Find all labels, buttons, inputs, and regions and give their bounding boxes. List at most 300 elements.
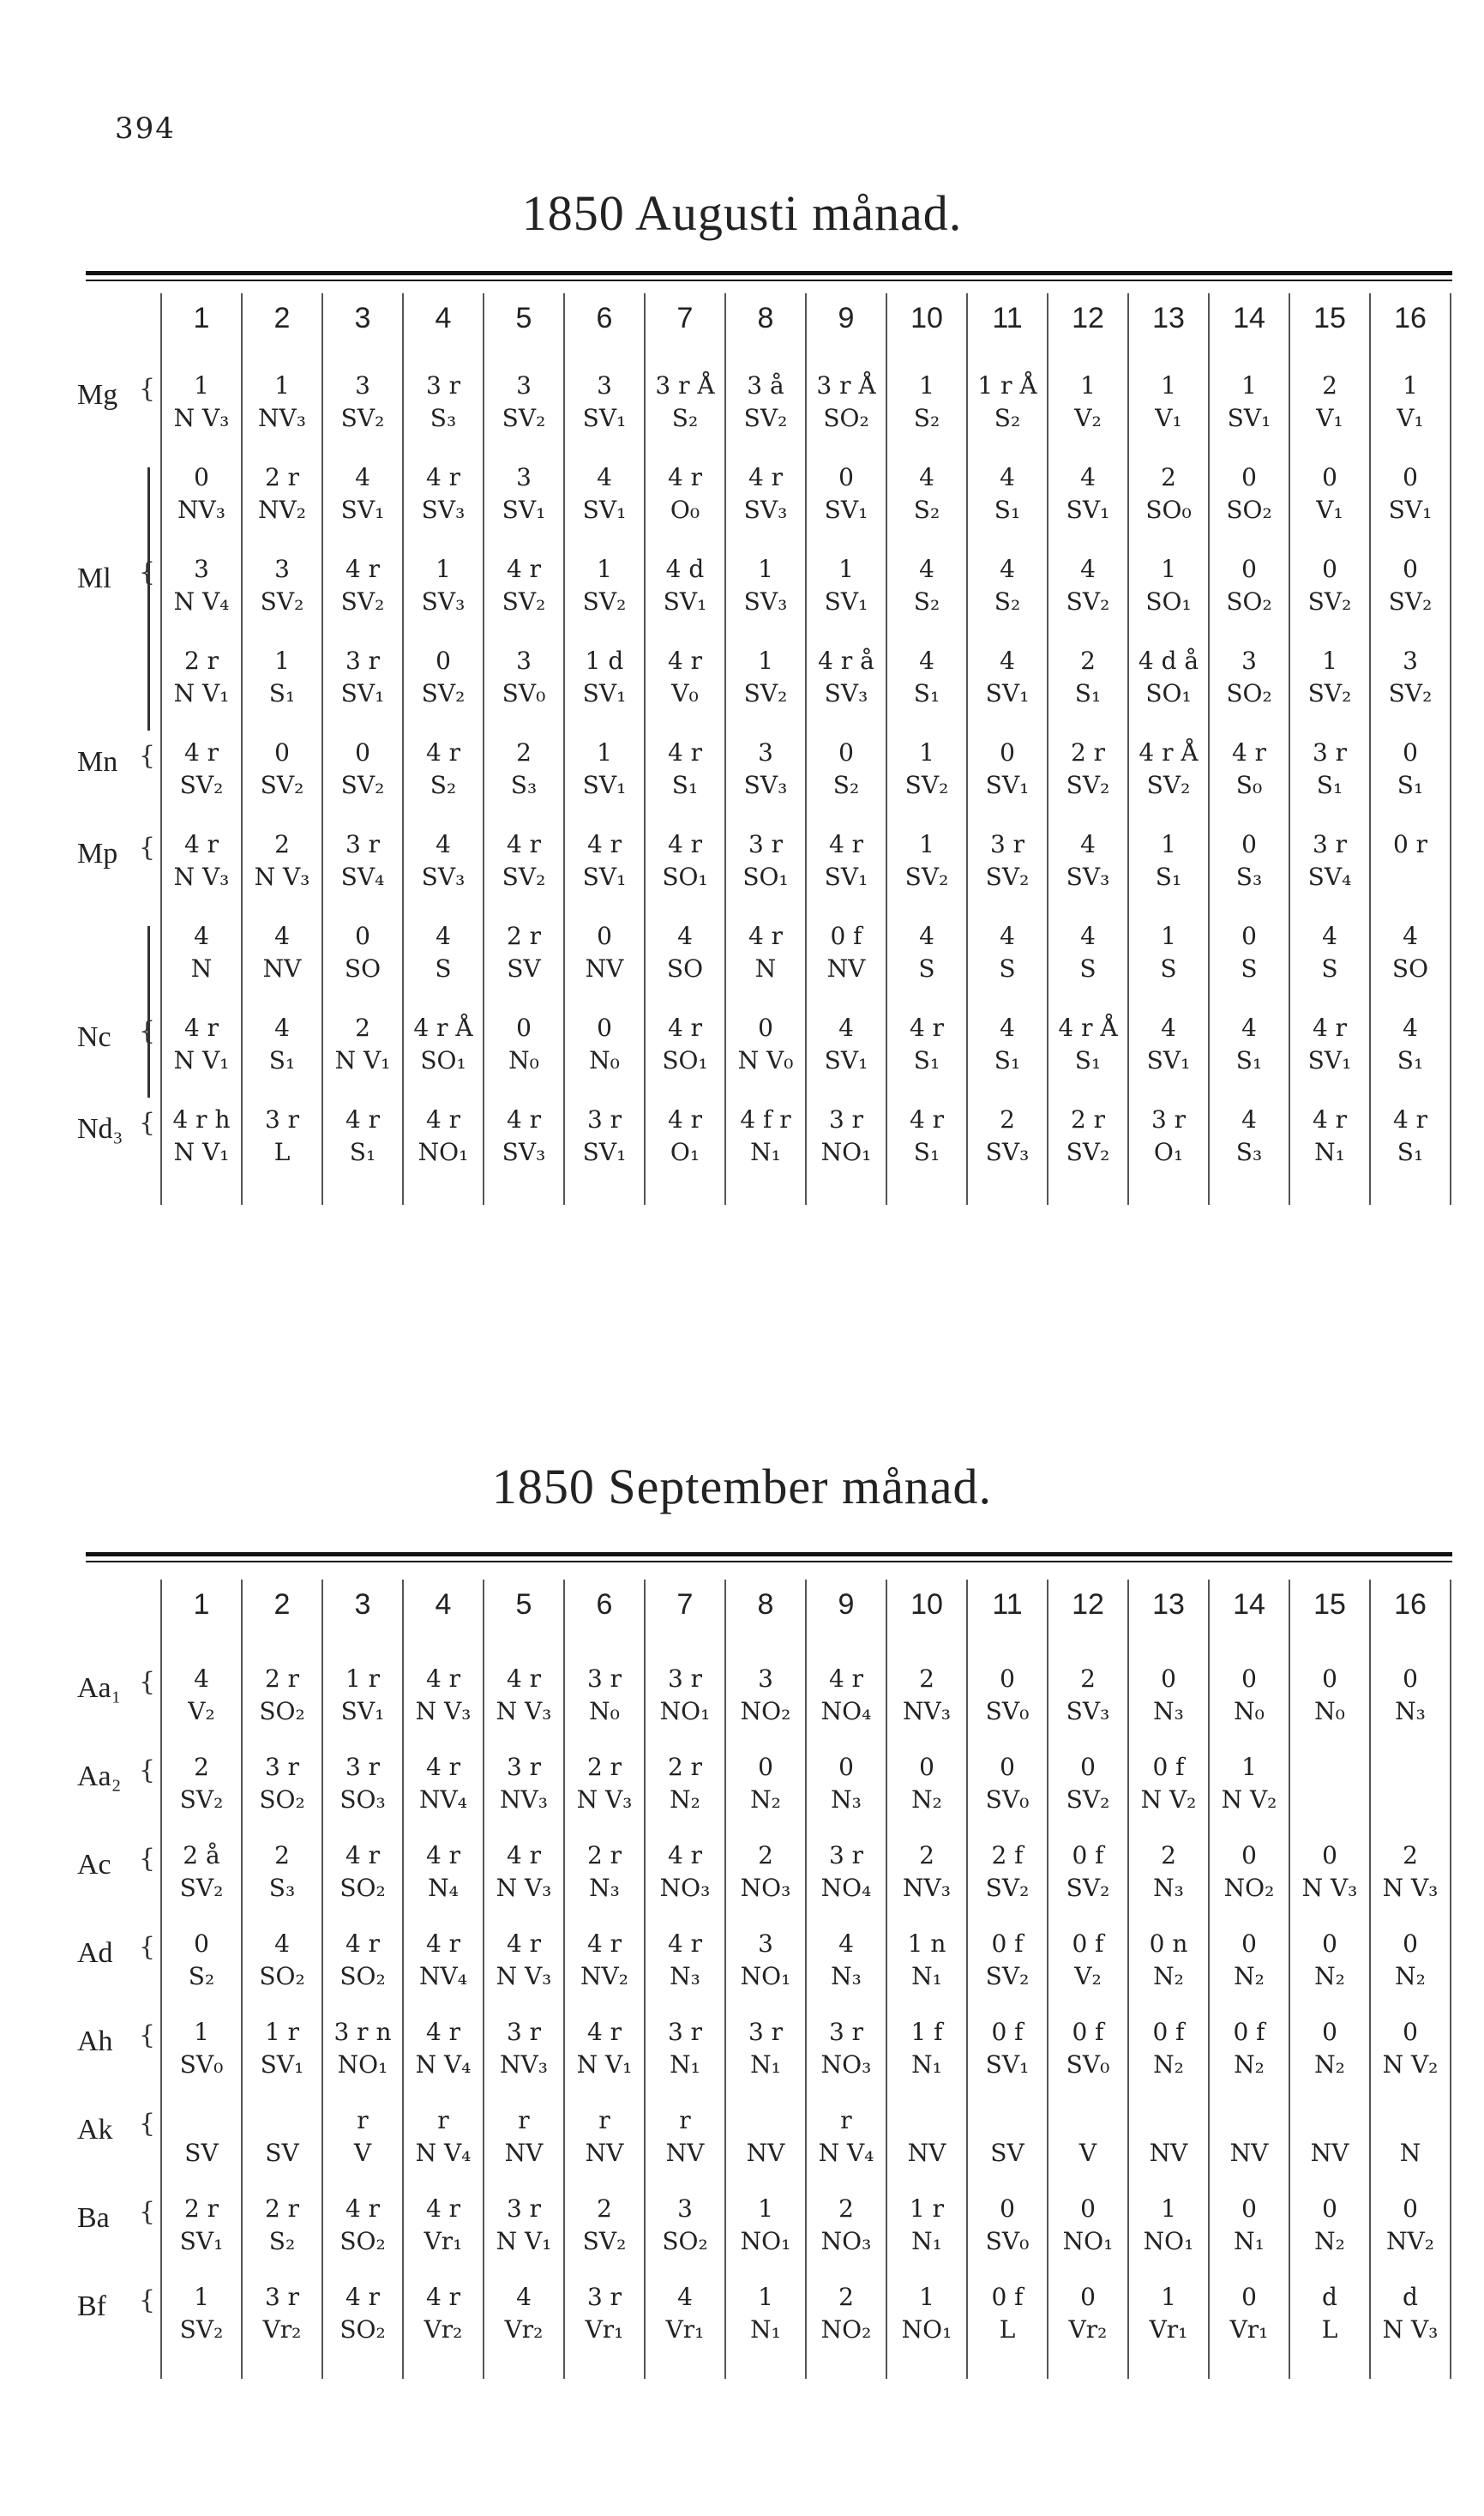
cell-bottom-value: N: [1399, 2139, 1421, 2167]
cell-bottom-value: SV₁: [985, 771, 1030, 799]
table-cell: [1128, 1105, 1209, 1170]
cell-bottom-value: NV: [746, 2139, 785, 2167]
table-cell: [161, 1840, 242, 1905]
cell-top-value: 1 r: [909, 2194, 945, 2223]
cell-bottom-value: NO₂: [1223, 1874, 1275, 1902]
table-cell: [1370, 1752, 1451, 1817]
table-cell: [1209, 2194, 1289, 2259]
table-cell: [564, 1013, 645, 1078]
table-cell: [806, 646, 886, 711]
table-cell: [484, 1664, 564, 1729]
column-header: 15: [1313, 1588, 1346, 1621]
table-cell: [725, 737, 806, 803]
cell-bottom-value: SV₂: [340, 404, 385, 432]
cell-top-value: 0: [194, 1929, 209, 1958]
cell-top-value: 0: [758, 1014, 773, 1042]
row-label: Mp: [77, 838, 118, 870]
column-header: 16: [1394, 302, 1427, 334]
table-cell: [564, 1929, 645, 1994]
table-cell: [564, 2105, 645, 2170]
cell-bottom-value: S₁: [268, 1046, 296, 1074]
cell-top-value: 2: [1080, 1664, 1096, 1693]
cell-top-value: 4 r: [748, 922, 784, 950]
cell-top-value: 3 r: [1312, 738, 1348, 767]
cell-top-value: 0 f: [1152, 1753, 1185, 1781]
cell-bottom-value: SV₀: [985, 2227, 1030, 2255]
cell-top-value: r: [357, 2106, 369, 2134]
cell-bottom-value: N₂: [1395, 1962, 1426, 1990]
table-cell: [1048, 737, 1128, 803]
table-cell: [1370, 1013, 1451, 1078]
cell-bottom-value: SV₂: [340, 771, 385, 799]
table-cell: [484, 2105, 564, 2170]
table-cell: [1209, 2282, 1289, 2347]
cell-bottom-value: SO₁: [662, 863, 708, 891]
cell-top-value: 0: [1241, 1664, 1257, 1693]
cell-bottom-value: SV₃: [824, 679, 868, 707]
column-header: 8: [757, 302, 774, 334]
table-cell: [886, 1013, 967, 1078]
cell-bottom-value: SV₂: [1066, 1874, 1110, 1902]
cell-top-value: 4 r: [506, 555, 542, 583]
cell-top-value: 4 r: [506, 1664, 542, 1693]
cell-top-value: [1128, 2105, 1209, 2138]
cell-top-value: 4 r: [425, 1841, 461, 1869]
cell-bottom-value: NV₃: [258, 404, 306, 432]
cell-bottom-value: SO₂: [259, 1697, 305, 1725]
cell-top-value: 2 r: [183, 2194, 219, 2223]
cell-bottom-value: O₁: [1153, 1138, 1184, 1166]
table-cell: [967, 829, 1048, 894]
table-cell: [564, 646, 645, 711]
table-cell: [564, 829, 645, 894]
column-header: 14: [1233, 1588, 1265, 1621]
cell-top-value: 0: [1080, 1753, 1096, 1781]
cell-bottom-value: N V₂: [1221, 1785, 1277, 1814]
table-cell: [645, 646, 725, 711]
cell-bottom-value: N₁: [1314, 1138, 1345, 1166]
row-label: Ac: [77, 1849, 111, 1881]
cell-bottom-value: N V₀: [737, 1046, 794, 1074]
cell-bottom-value: SO₂: [339, 1962, 386, 1990]
cell-top-value: [1289, 2105, 1370, 2138]
table-cell: [161, 737, 242, 803]
table-cell: [1048, 1929, 1128, 1994]
september-top-rule-thin: [86, 1561, 1452, 1562]
cell-bottom-value: SV₂: [743, 679, 788, 707]
table-cell: [242, 829, 322, 894]
cell-top-value: 0 f: [991, 2283, 1024, 2311]
cell-bottom-value: S₁: [1316, 771, 1343, 799]
cell-top-value: 2: [838, 2194, 854, 2223]
cell-bottom-value: N: [190, 954, 213, 983]
table-cell: [1370, 646, 1451, 711]
table-cell: [806, 554, 886, 619]
table-cell: [725, 1013, 806, 1078]
cell-top-value: 4 r: [667, 738, 703, 767]
row-label: Aa₂: [77, 1761, 122, 1792]
cell-bottom-value: SV₂: [421, 679, 466, 707]
table-cell: [242, 1929, 322, 1994]
cell-bottom-value: S: [1241, 954, 1258, 983]
cell-bottom-value: SV₁: [340, 1697, 385, 1725]
cell-bottom-value: SO₂: [823, 404, 869, 432]
column-header: 5: [515, 302, 532, 334]
cell-bottom-value: SV₂: [985, 1962, 1030, 1990]
table-cell: [484, 462, 564, 527]
table-cell: [1289, 370, 1370, 436]
table-cell: [725, 370, 806, 436]
cell-bottom-value: SO₂: [339, 1874, 386, 1902]
cell-bottom-value: N₂: [1153, 2050, 1184, 2079]
table-cell: [403, 2105, 484, 2170]
cell-bottom-value: NO₁: [418, 1138, 469, 1166]
cell-top-value: 4 r: [425, 463, 461, 491]
cell-top-value: 1: [758, 2283, 773, 2311]
cell-top-value: 4 r: [1312, 1105, 1348, 1134]
cell-bottom-value: S₁: [1074, 1046, 1102, 1074]
cell-top-value: 0: [1322, 555, 1337, 583]
cell-bottom-value: S: [1160, 954, 1177, 983]
cell-bottom-value: N V₄: [173, 587, 230, 616]
table-cell: [564, 737, 645, 803]
table-cell: [242, 1840, 322, 1905]
brace-icon: {: [139, 2197, 156, 2227]
cell-bottom-value: S₂: [671, 404, 699, 432]
table-cell: [1048, 2282, 1128, 2347]
cell-top-value: 4 r: [183, 830, 219, 858]
table-cell: [1289, 1013, 1370, 1078]
table-cell: [1048, 646, 1128, 711]
table-cell: [161, 646, 242, 711]
table-cell: [645, 921, 725, 986]
table-cell: [886, 1840, 967, 1905]
cell-bottom-value: N₁: [1234, 2227, 1265, 2255]
table-cell: [161, 370, 242, 436]
table-cell: [484, 2282, 564, 2347]
cell-top-value: [1289, 1752, 1370, 1785]
table-cell: [967, 370, 1048, 436]
table-cell: [1209, 1840, 1289, 1905]
cell-top-value: 4: [1241, 1105, 1257, 1134]
cell-bottom-value: N V₃: [496, 1874, 552, 1902]
cell-bottom-value: NV₃: [177, 496, 225, 524]
column-header: 13: [1152, 302, 1185, 334]
column-header: 6: [596, 1588, 613, 1621]
cell-bottom-value: SO₀: [1145, 496, 1192, 524]
cell-bottom-value: SV₂: [1388, 587, 1433, 616]
cell-top-value: 1 r Å: [977, 371, 1037, 400]
cell-bottom-value: SV₁: [985, 2050, 1030, 2079]
cell-bottom-value: S₁: [1397, 771, 1424, 799]
cell-bottom-value: NO₁: [820, 1138, 872, 1166]
cell-top-value: 3 r: [828, 1105, 864, 1134]
cell-bottom-value: N₀: [589, 1046, 620, 1074]
brace-icon: {: [139, 1755, 156, 1785]
table-cell: [806, 1840, 886, 1905]
cell-top-value: 0: [1322, 1929, 1337, 1958]
cell-bottom-value: NO₃: [659, 1874, 711, 1902]
table-cell: [1128, 1840, 1209, 1905]
cell-bottom-value: N: [754, 954, 777, 983]
cell-top-value: 4 r: [667, 647, 703, 675]
column-header: 11: [992, 302, 1023, 334]
table-cell: [403, 2194, 484, 2259]
cell-top-value: 4 r: [1231, 738, 1267, 767]
cell-bottom-value: N₁: [911, 2050, 942, 2079]
table-cell: [1209, 1105, 1289, 1170]
table-cell: [1128, 2282, 1209, 2347]
table-cell: [1128, 2194, 1209, 2259]
cell-bottom-value: SV₂: [1307, 587, 1352, 616]
cell-top-value: 3 r Å: [816, 371, 876, 400]
cell-top-value: 2 r: [586, 1841, 622, 1869]
cell-bottom-value: SV₁: [582, 496, 627, 524]
table-cell: [161, 1664, 242, 1729]
cell-top-value: 1: [1161, 555, 1176, 583]
cell-bottom-value: N₁: [911, 2227, 942, 2255]
cell-top-value: 1: [1403, 371, 1418, 400]
cell-bottom-value: SO₁: [1145, 587, 1192, 616]
cell-bottom-value: SV₂: [179, 1874, 224, 1902]
table-cell: [242, 2194, 322, 2259]
cell-top-value: 3: [194, 555, 209, 583]
cell-bottom-value: N₃: [831, 1962, 862, 1990]
cell-bottom-value: NO₄: [820, 1874, 872, 1902]
cell-bottom-value: S₁: [671, 771, 699, 799]
row-label: Mg: [77, 379, 118, 411]
table-cell: [1209, 646, 1289, 711]
cell-top-value: 3 r: [506, 2194, 542, 2223]
cell-top-value: 4: [1000, 647, 1015, 675]
cell-bottom-value: V₁: [1316, 404, 1343, 432]
cell-bottom-value: NO₃: [820, 2227, 872, 2255]
cell-bottom-value: SV₀: [1066, 2050, 1110, 2079]
cell-bottom-value: S: [999, 954, 1016, 983]
cell-top-value: 0: [355, 922, 370, 950]
table-cell: [725, 462, 806, 527]
cell-top-value: 2 r: [667, 1753, 703, 1781]
cell-top-value: 0: [1403, 1929, 1418, 1958]
cell-bottom-value: N V₂: [1140, 1785, 1197, 1814]
cell-bottom-value: NV₄: [419, 1962, 467, 1990]
table-cell: [1370, 2017, 1451, 2082]
table-cell: [886, 2282, 967, 2347]
cell-bottom-value: SV₀: [985, 1697, 1030, 1725]
cell-top-value: 4 f r: [740, 1105, 791, 1134]
table-cell: [886, 2017, 967, 2082]
cell-bottom-value: Vr₁: [1149, 2315, 1188, 2344]
table-cell: [886, 554, 967, 619]
cell-top-value: 3 r: [264, 2283, 300, 2311]
cell-top-value: 4 r: [1312, 1014, 1348, 1042]
cell-top-value: 0: [1161, 1664, 1176, 1693]
table-cell: [725, 554, 806, 619]
table-cell: [1048, 2105, 1128, 2170]
cell-top-value: 0: [1080, 2194, 1096, 2223]
cell-bottom-value: N₃: [1153, 1697, 1184, 1725]
column-header: 3: [354, 302, 371, 334]
cell-bottom-value: N₃: [589, 1874, 620, 1902]
cell-top-value: 2: [355, 1014, 370, 1042]
table-cell: [886, 1929, 967, 1994]
cell-bottom-value: NO₁: [337, 2050, 388, 2079]
table-cell: [967, 1105, 1048, 1170]
table-cell: [161, 829, 242, 894]
table-cell: [242, 1105, 322, 1170]
cell-bottom-value: N₂: [750, 1785, 781, 1814]
table-cell: [242, 1013, 322, 1078]
cell-top-value: 4: [355, 463, 370, 491]
cell-top-value: 4: [1000, 463, 1015, 491]
cell-bottom-value: S₁: [1397, 1046, 1424, 1074]
cell-bottom-value: SV₃: [421, 587, 466, 616]
cell-top-value: 4: [194, 1664, 209, 1693]
column-header: 7: [676, 1588, 694, 1621]
column-header: 13: [1152, 1588, 1185, 1621]
cell-top-value: 4: [1000, 555, 1015, 583]
cell-bottom-value: N V₃: [254, 863, 310, 891]
cell-top-value: 4: [274, 1929, 290, 1958]
cell-top-value: 3 r Å: [655, 371, 715, 400]
table-cell: [1128, 554, 1209, 619]
cell-top-value: 0: [1080, 2283, 1096, 2311]
table-cell: [1370, 2194, 1451, 2259]
cell-top-value: 2: [1322, 371, 1337, 400]
cell-bottom-value: N₂: [1234, 1962, 1265, 1990]
table-cell: [1289, 554, 1370, 619]
table-cell: [806, 737, 886, 803]
cell-top-value: 1: [597, 555, 612, 583]
cell-bottom-value: S₃: [1235, 863, 1263, 891]
cell-top-value: 3: [758, 738, 773, 767]
cell-bottom-value: SO₁: [742, 863, 789, 891]
table-cell: [161, 462, 242, 527]
cell-top-value: 1: [274, 371, 290, 400]
brace-icon: {: [139, 1016, 156, 1046]
table-cell: [725, 829, 806, 894]
cell-bottom-value: S: [918, 954, 935, 983]
cell-top-value: 0: [838, 463, 854, 491]
cell-bottom-value: NO₁: [901, 2315, 952, 2344]
table-cell: [403, 1013, 484, 1078]
table-cell: [564, 2017, 645, 2082]
column-header: 11: [992, 1588, 1023, 1621]
cell-bottom-value: SV₂: [1388, 679, 1433, 707]
cell-bottom-value: S₂: [832, 771, 860, 799]
table-cell: [322, 646, 403, 711]
cell-top-value: 3 r: [667, 1664, 703, 1693]
cell-top-value: 4: [1161, 1014, 1176, 1042]
cell-top-value: 3 r: [586, 1664, 622, 1693]
cell-bottom-value: S₂: [188, 1962, 215, 1990]
cell-top-value: 3 r n: [333, 2018, 392, 2046]
cell-bottom-value: SV₂: [1066, 1785, 1110, 1814]
table-cell: [322, 2105, 403, 2170]
cell-bottom-value: N V₃: [415, 1697, 472, 1725]
table-cell: [645, 1105, 725, 1170]
table-cell: [1209, 2017, 1289, 2082]
cell-bottom-value: S₂: [994, 587, 1021, 616]
cell-bottom-value: S₁: [349, 1138, 376, 1166]
table-cell: [1209, 1664, 1289, 1729]
cell-bottom-value: S₁: [1074, 679, 1102, 707]
table-cell: [967, 1840, 1048, 1905]
cell-bottom-value: SV₂: [985, 1874, 1030, 1902]
table-cell: [645, 2017, 725, 2082]
cell-bottom-value: SV₂: [582, 587, 627, 616]
cell-bottom-value: SV₂: [1307, 679, 1352, 707]
cell-bottom-value: N V₃: [496, 1962, 552, 1990]
cell-bottom-value: N V₃: [576, 1785, 633, 1814]
cell-top-value: 0: [1000, 738, 1015, 767]
cell-top-value: 4 r: [748, 463, 784, 491]
cell-top-value: 3: [274, 555, 290, 583]
cell-top-value: 4 r: [345, 1841, 381, 1869]
row-label: Mn: [77, 746, 118, 778]
cell-top-value: 4 r: [345, 2194, 381, 2223]
table-cell: [725, 1840, 806, 1905]
cell-bottom-value: V₀: [671, 679, 699, 707]
cell-bottom-value: S₁: [994, 496, 1021, 524]
cell-top-value: 4 r: [667, 1929, 703, 1958]
table-cell: [967, 1664, 1048, 1729]
table-cell: [1370, 1929, 1451, 1994]
cell-top-value: 0 f: [1233, 2018, 1265, 2046]
table-cell: [322, 554, 403, 619]
cell-top-value: 0: [1241, 830, 1257, 858]
table-cell: [1370, 2282, 1451, 2347]
table-cell: [1289, 1664, 1370, 1729]
table-cell: [1289, 1105, 1370, 1170]
cell-top-value: 4 r Å: [1058, 1014, 1118, 1042]
table-cell: [161, 921, 242, 986]
cell-top-value: 3 r: [748, 2018, 784, 2046]
cell-bottom-value: NV: [262, 954, 302, 983]
cell-top-value: 0 f: [1072, 2018, 1104, 2046]
cell-top-value: 3 r: [345, 1753, 381, 1781]
cell-bottom-value: N V₁: [173, 679, 230, 707]
table-cell: [403, 554, 484, 619]
row-label: Ak: [77, 2114, 113, 2146]
cell-top-value: d: [1322, 2283, 1337, 2311]
table-cell: [725, 2105, 806, 2170]
cell-bottom-value: L: [999, 2315, 1016, 2344]
cell-top-value: 3: [516, 463, 532, 491]
cell-top-value: 3 r: [264, 1105, 300, 1134]
table-cell: [322, 737, 403, 803]
cell-bottom-value: SO: [666, 954, 704, 983]
cell-top-value: 3: [597, 371, 612, 400]
brace-icon: {: [139, 2285, 156, 2315]
cell-bottom-value: SV₃: [1066, 863, 1110, 891]
cell-bottom-value: L: [273, 1138, 291, 1166]
cell-top-value: 0: [1322, 2018, 1337, 2046]
cell-bottom-value: SV: [507, 954, 541, 983]
column-header: 12: [1072, 1588, 1104, 1621]
cell-top-value: 4: [1403, 922, 1418, 950]
table-cell: [403, 921, 484, 986]
cell-top-value: 1 r: [264, 2018, 300, 2046]
cell-top-value: 4: [436, 922, 451, 950]
cell-bottom-value: S₁: [913, 1138, 940, 1166]
brace-icon: {: [139, 557, 156, 587]
column-header: 3: [354, 1588, 371, 1621]
table-cell: [484, 1105, 564, 1170]
cell-bottom-value: SV₃: [421, 863, 466, 891]
cell-bottom-value: NV: [1310, 2139, 1349, 2167]
table-cell: [1370, 1105, 1451, 1170]
